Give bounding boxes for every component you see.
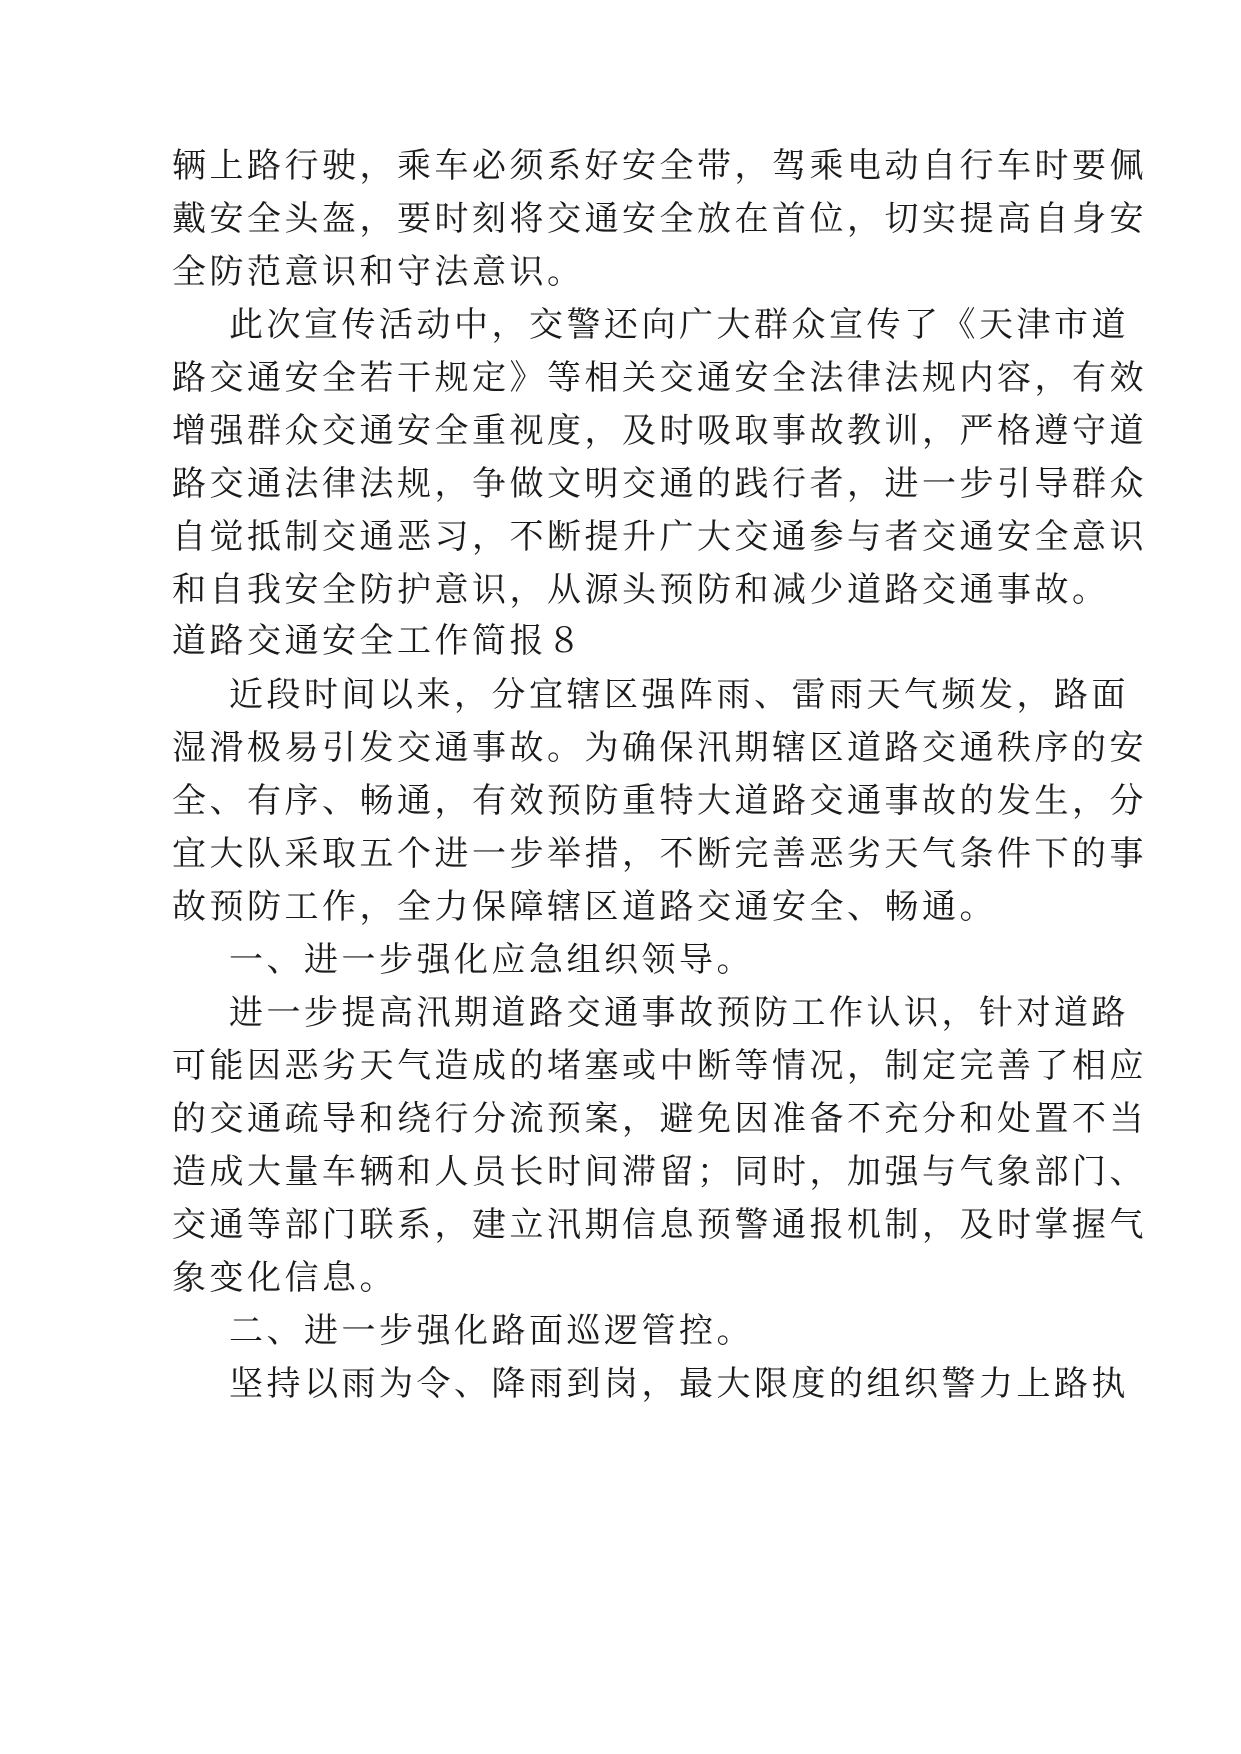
text-line: 增强群众交通安全重视度，及时吸取事故教训，严格遵守道 [172,411,1147,451]
text-line: 全、有序、畅通，有效预防重特大道路交通事故的发生，分 [172,781,1147,821]
text-line: 近段时间以来，分宜辖区强阵雨、雷雨天气频发，路面 [229,675,1129,715]
text-line: 的交通疏导和绕行分流预案，避免因准备不充分和处置不当 [172,1099,1147,1139]
text-line: 进一步提高汛期道路交通事故预防工作认识，针对道路 [229,993,1129,1033]
text-line: 全防范意识和守法意识。 [172,252,585,292]
text-line: 和自我安全防护意识，从源头预防和减少道路交通事故。 [172,570,1110,610]
subheading: 二、进一步强化路面巡逻管控。 [229,1311,754,1351]
text-line: 交通等部门联系，建立汛期信息预警通报机制，及时掌握气 [172,1205,1147,1245]
text-line: 戴安全头盔，要时刻将交通安全放在首位，切实提高自身安 [172,199,1147,239]
text-line: 湿滑极易引发交通事故。为确保汛期辖区道路交通秩序的安 [172,728,1147,768]
text-line: 宜大队采取五个进一步举措，不断完善恶劣天气条件下的事 [172,834,1147,874]
text-line: 自觉抵制交通恶习，不断提升广大交通参与者交通安全意识 [172,517,1147,557]
text-line: 此次宣传活动中，交警还向广大群众宣传了《天津市道 [229,305,1129,345]
text-line: 坚持以雨为令、降雨到岗，最大限度的组织警力上路执 [229,1364,1129,1404]
text-line: 造成大量车辆和人员长时间滞留；同时，加强与气象部门、 [172,1152,1147,1192]
text-line: 可能因恶劣天气造成的堵塞或中断等情况，制定完善了相应 [172,1046,1147,1086]
section-heading: 道路交通安全工作简报８ [172,621,585,661]
text-line: 路交通安全若干规定》等相关交通安全法律法规内容，有效 [172,358,1147,398]
subheading: 一、进一步强化应急组织领导。 [229,940,754,980]
text-line: 故预防工作，全力保障辖区道路交通安全、畅通。 [172,887,997,927]
text-line: 辆上路行驶，乘车必须系好安全带，驾乘电动自行车时要佩 [172,146,1147,186]
text-line: 象变化信息。 [172,1258,397,1298]
text-line: 路交通法律法规，争做文明交通的践行者，进一步引导群众 [172,464,1147,504]
